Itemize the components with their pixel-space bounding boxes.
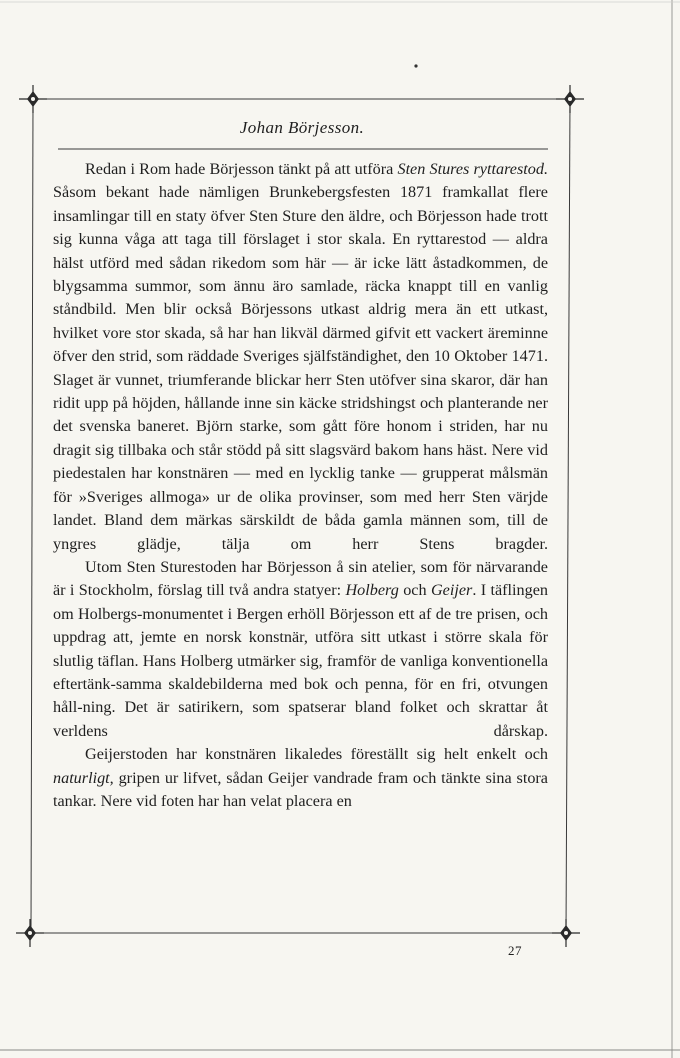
- fleuron-diamond-icon: [19, 85, 47, 113]
- fleuron-diamond-icon: [552, 919, 580, 947]
- fleuron-diamond-icon: [556, 85, 584, 113]
- text-run: . I täflingen om Holbergs-monumentet i Bergen erhöll Börjesson ett af de tre prisen, och uppdrag att, jemte en norsk konstnär, utföra sitt utkast i större skala för slutlig täflan. Hans Holberg utmärker sig, framför de vanliga konventionella eftertänk-samma skaldebilderna med bok och penna, för en fri, otvungen håll-ning. Det är satirikern, som spatserar bland folket och skrattar åt verldens dårskap.: [53, 581, 549, 740]
- text-run: Utom Sten Sturestoden har Börjesson å sin atelier, som för närvarande är i Stockholm, förslag till två andra statyer:: [53, 557, 548, 600]
- italic-title: naturligt,: [53, 768, 114, 787]
- text-run: och: [398, 581, 431, 600]
- running-head: Johan Börjesson.: [239, 118, 365, 137]
- italic-title: Holberg: [345, 581, 399, 600]
- body-text: [53, 158, 548, 813]
- frame-left-rule: [31, 99, 33, 933]
- fleuron-diamond-icon: [16, 919, 44, 947]
- text-run: Redan i Rom hade Börjesson tänkt på att utföra: [85, 160, 398, 178]
- ink-speck: [414, 64, 417, 67]
- paragraph-1: [53, 158, 548, 556]
- paragraph-3: [53, 743, 548, 813]
- paragraph-2: [53, 556, 548, 743]
- text-run: Geijerstoden har konstnären likaledes föreställt sig helt enkelt och: [85, 745, 548, 764]
- text-run: Såsom bekant hade nämligen Brunkebergsfesten 1871 framkallat flere insamlingar till en staty öfver Sten Sture den äldre, och Börjesson hade trott sig kunna våga att taga till förslaget i stor skala. En ryttarestod — aldra hälst utförd med sådan rikedom som här — är icke lätt åstadkommen, de blygsamma summor, som ännu äro samlade, räcka knappt till en vanlig ståndbild. Men blir också Börjessons utkast aldrig mera än ett utkast, hvilket vore stor skada, så har han likväl därmed gifvit ett vackert äreminne öfver den strid, som räddade Sveriges själfständighet, den 10 Oktober 1471. Slaget är vunnet, triumferande blickar herr Sten utöfver sina skaror, där han ridit upp på höjden, hållande inne sin käcke stridshingst och planterande ner det svenska baneret. Björn starke, som gått före honom i striden, har nu dragit sig tillbaka och står stödd på sitt slagsvärd bakom hans häst. Nere vid piedestalen har konstnären — med en lycklig tanke — grupperat målsmän för »Sveriges allmoga» ur de olika provinser, som med herr Sten värjde landet. Bland dem märkas särskildt de båda gamla männen som, till de yngres glädje, tälja om herr Stens bragder.: [53, 183, 548, 553]
- text-run: gripen ur lifvet, sådan Geijer vandrade fram och tänkte sina stora tankar. Nere vid foten har han velat placera en: [53, 768, 548, 810]
- italic-title: Sten Stures ryttarestod.: [397, 160, 548, 178]
- frame-right-rule: [566, 99, 570, 933]
- italic-title: Geijer: [430, 581, 473, 600]
- page-number: 27: [508, 943, 522, 958]
